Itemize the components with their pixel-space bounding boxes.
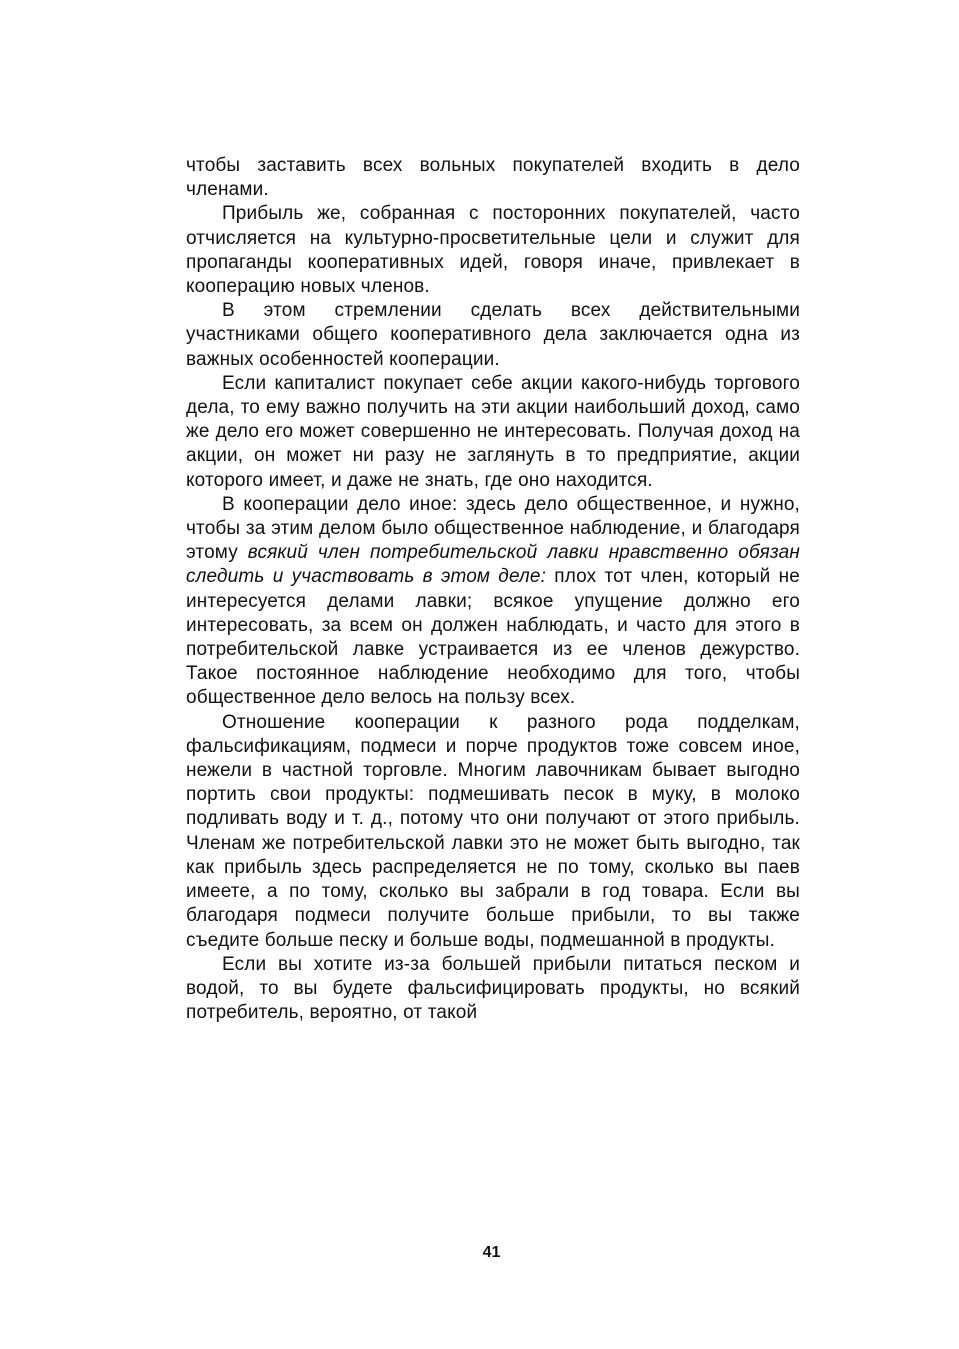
paragraph-text: Отношение кооперации к разного рода подделкам, фальсификациям, подмеси и порче продуктов тоже совсем иное, нежели в частной торговле. Многим лавочникам бывает выгодно портить свои продукты: подмешивать песок в муку, в молоко подливать воду и т. д., потому что они получают от этого прибыль. Членам же потребительской лавки это не может быть выгодно, так как прибыль здесь распределяется не по тому, сколько вы паев имеете, а по тому, сколько вы забрали в год товара. Если вы благодаря подмеси получите больше прибыли, то вы также съедите больше песку и больше воды, подмешанной в продукты.: [186, 711, 800, 951]
paragraph-5: [186, 493, 800, 711]
page-number: 41: [482, 1244, 501, 1261]
page-body: [186, 154, 800, 1025]
paragraph-text: Прибыль же, собранная с посторонних покупателей, часто отчисляется на культурно-просветительные цели и служит для пропаганды кооперативных идей, говоря иначе, привлекает в кооперацию новых членов.: [186, 203, 800, 298]
paragraph-text: плох тот член, который не интересуется делами лавки; всякое упущение должно его интересовать, за всем он должен наблюдать, и часто для этого в потребительской лавке устраивается из ее членов дежурство. Такое постоянное наблюдение необходимо для того, чтобы общественное дело велось на пользу всех.: [186, 566, 800, 709]
paragraph-text: Если капиталист покупает себе акции какого-нибудь торгового дела, то ему важно получить на эти акции наибольший доход, само же дело его может совершенно не интересовать. Получая доход на акции, он может ни разу не заглянуть в то предприятие, акции которого имеет, и даже не знать, где оно находится.: [186, 372, 800, 491]
italic-emphasis: всякий член потребительской лавки нравственно обязан следить и участвовать в этом деле:: [186, 542, 800, 588]
paragraph-1: [186, 154, 800, 202]
paragraph-7: [186, 953, 800, 1026]
paragraph-text: Если вы хотите из-за большей прибыли питаться песком и водой, то вы будете фальсифицировать продукты, но всякий потребитель, вероятно, от такой: [186, 953, 800, 1024]
paragraph-4: [186, 372, 800, 493]
paragraph-text: чтобы заставить всех вольных покупателей входить в дело членами.: [186, 155, 800, 201]
paragraph-3: [186, 299, 800, 372]
paragraph-text: В этом стремлении сделать всех действительными участниками общего кооперативного дела заключается одна из важных особенностей кооперации.: [186, 300, 800, 370]
paragraph-6: [186, 711, 800, 953]
paragraph-2: [186, 202, 800, 299]
paragraph-text: В кооперации дело иное: здесь дело общественное, и нужно, чтобы за этим делом было общественное наблюдение, и благодаря этому: [186, 493, 800, 564]
